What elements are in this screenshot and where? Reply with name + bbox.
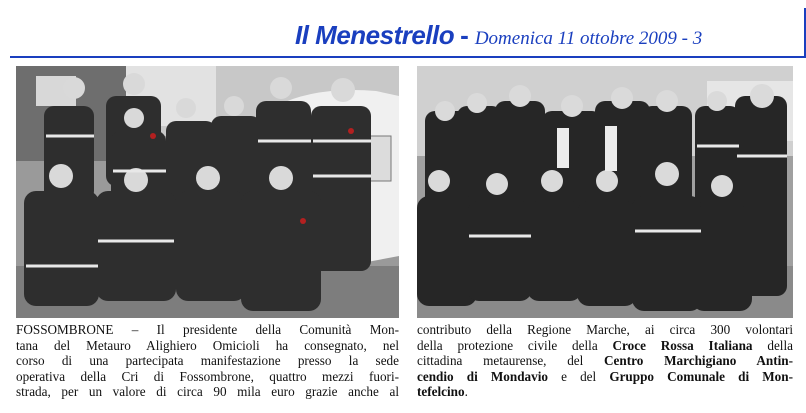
organization-name-gruppo: Gruppo Comunale di Mon- (609, 368, 793, 384)
caption-right-line (417, 353, 793, 369)
caption-text: cittadina metaurense, del (417, 353, 605, 369)
caption-left-line: operativa della Cri di Fossombrone, quattro mezzi fuori- (16, 368, 399, 384)
caption-right-line (417, 369, 793, 385)
caption-text: della protezione civile della (417, 337, 613, 353)
masthead-separator: - (460, 20, 469, 50)
caption-left-line: strada, per un valore di circa 90 mila euro grazie anche al (16, 384, 399, 400)
caption-text: e del (548, 368, 610, 384)
caption-left-line: FOSSOMBRONE – Il presidente della Comunità Mon- (16, 322, 399, 337)
issue-date: Domenica 11 ottobre 2009 - 3 (474, 28, 703, 49)
masthead-rule (10, 56, 806, 58)
caption-left-line: tana del Metauro Alighiero Omicioli ha consegnato, nel (16, 337, 399, 353)
caption-right-line (417, 338, 793, 354)
organization-name-gruppo-cont: tefelcino (417, 384, 465, 400)
caption-left-line: corso di una partecipata manifestazione presso la sede (16, 353, 399, 369)
organization-name-centro-cont: cendio di Mondavio (417, 368, 549, 384)
photo-group-left-image (16, 66, 399, 318)
photo-group-left (16, 66, 399, 318)
newspaper-name: Il Menestrello (295, 20, 455, 50)
caption-text: della (752, 337, 793, 353)
masthead (0, 0, 806, 60)
photo-group-right-image (417, 66, 793, 318)
organization-name-cri: Croce Rossa Italiana (612, 337, 753, 353)
caption-text: . (464, 384, 468, 400)
masthead-title-line (295, 20, 702, 51)
organization-name-centro: Centro Marchigiano Antin- (604, 353, 793, 369)
photo-group-right (417, 66, 793, 318)
caption-text: contributo della Regione Marche, ai circa 300 volontari (417, 322, 793, 337)
caption-right-line (417, 384, 793, 400)
caption-right-line (417, 322, 793, 338)
photo-caption-left (16, 322, 399, 400)
photo-caption-right (417, 322, 793, 400)
